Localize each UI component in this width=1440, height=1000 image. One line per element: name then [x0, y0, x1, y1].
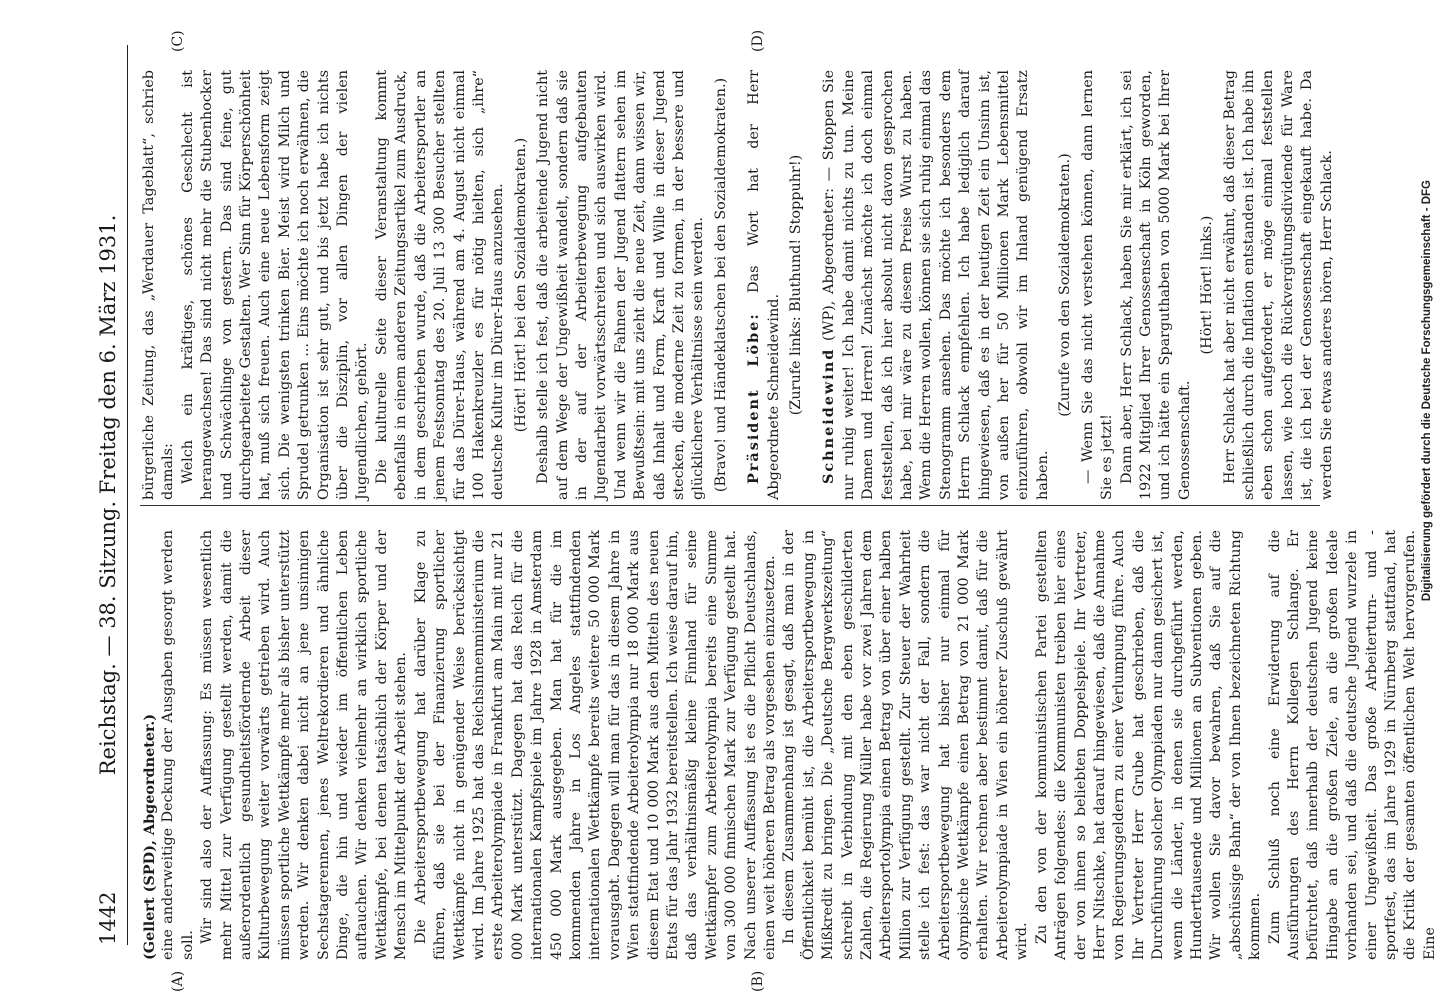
- speaker-paragraph: [744, 70, 784, 500]
- interjection: (Zurufe von den Sozialdemokraten.): [1057, 153, 1074, 417]
- paragraph: Zu den von der kommunistischen Partei gestellten Anträgen folgendes: die Kommunisten treiben hier eines der von ihnen so beliebten Doppelspiele. Ihr Vertreter, Herr Nitschke, hat darauf hingewiesen, daß die Annahme von Regierungsgeldern zu einer Verlumpung führe. Auch Ihr Vertreter Herr Grube hat geschrieben, daß die Durchführung solcher Olympiaden nur dann gesichert ist, wenn die Länder, in denen sie durchgeführt werden, Hunderttausende und Millionen an Subventionen geben. Wir wollen Sie davor bewahren, daß Sie auf die „abschüssige Bahn“ der von Ihnen bezeichneten Richtung kommen.: [1033, 530, 1264, 960]
- quotation: Welch ein kräftiges, schönes Geschlecht ist herangewachsen! Das sind nicht mehr die Stubenhocker und Schwächlinge von gestern. Das sind feine, gut durchgearbeitete Gestalten. Wer Sinn für Körperschönheit hat, muß sich freuen. Auch eine neue Lebensform zeigt sich. Die wenigsten trinken Bier. Meist wird Milch und Sprudel getrunken ... Eins möchte ich noch erwähnen, die Organisation ist sehr gut, und bis jetzt habe ich nichts über die Disziplin, vor allen Dingen der vielen Jugendlichen, gehört.: [179, 70, 371, 500]
- right-column: [140, 69, 1335, 500]
- paragraph: — Wenn Sie das nicht verstehen können, dann lernen Sie es jetzt!: [1079, 70, 1116, 500]
- margin-mark-d: (D): [750, 29, 766, 52]
- speaker-name: Schneidewind: [820, 347, 838, 484]
- interjection: (Zurufe links: Bluthund! Stoppuhr!): [788, 154, 804, 416]
- interjection: (Hört! Hört! bei den Sozialdemokraten.): [512, 137, 529, 433]
- column-rule: [140, 505, 1320, 506]
- page-number: 1442: [96, 891, 120, 945]
- speaker-paragraph: [819, 70, 1053, 500]
- credit-text: Digitalisierung gefördert durch die Deutsche Forschungsgemeinschaft - DFG: [1421, 180, 1433, 602]
- speaker-name: Präsident Löbe:: [745, 312, 763, 484]
- paragraph: Wir sind also der Auffassung: Es müssen wesentlich mehr Mittel zur Verfügung gestellt werden, damit die außerordentlich gesundheitsfördernde Arbeit dieser Kulturbewegung weiter vorwärts getrieben wird. Auch müssen sportliche Wettkämpfe mehr als bisher unterstützt werden. Wir denken dabei nicht an jene unsinnigen Sechstagerennen, jenes Weltrekordieren und ähnliche Dinge, die hin und wieder im öffentlichen Leben auftauchen. Wir denken vielmehr an wirklich sportliche Wettkämpfe, bei denen tatsächlich der Körper und der Mensch im Mittelpunkt der Arbeit stehen.: [199, 530, 410, 960]
- page-header: [88, 45, 128, 945]
- speaker-heading: (Gellert (SPD), Abgeordneter.): [141, 713, 158, 960]
- page-title: Reichstag. — 38. Sitzung. Freitag den 6. März 1931.: [96, 214, 120, 776]
- paragraph: Dann aber, Herr Schlack, haben Sie mir erklärt, ich sei 1922 Mitglied Ihrer Genossenschaft in Köln geworden, und ich hätte ein Sparguthaben von 5000 Mark bei Ihrer Genossenschaft.: [1118, 70, 1193, 500]
- paragraph: Herr Schlack hat aber nicht erwähnt, daß dieser Betrag schließlich durch die Inflation entstanden ist. Ich habe ihn eben schon aufgefordert, er möge einmal feststellen lassen, wie hoch die Rückvergütungsdividende für Ware ist, die ich bei der Genossenschaft eingekauft habe. Da werden Sie etwas anderes hören, Herr Schlack.: [1221, 70, 1335, 500]
- margin-mark-a: (A): [170, 970, 186, 992]
- left-column: [140, 530, 1438, 960]
- paragraph: Die Arbeitersportbewegung hat darüber Klage zu führen, daß sie bei der Finanzierung sportlicher Wettkämpfe nicht in genügender Weise berücksichtigt wird. Im Jahre 1925 hat das Reichsinnenministerium die erste Arbeiterolympiade in Frankfurt am Main mit nur 21 000 Mark unterstützt. Dagegen hat das Reich für die internationalen Kampfspiele im Jahre 1928 in Amsterdam 450 000 Mark ausgegeben. Man hat für die im kommenden Jahre in Los Angeles stattfindenden internationalen Wettkämpfe bereits weitere 50 000 Mark vorausgabt. Dagegen will man für das in diesem Jahre in Wien stattfindende Arbeiterolympia nur 18 000 Mark aus diesem Etat und 10 000 Mark aus den Mitteln des neuen Etats für das Jahr 1932 bereitstellen. Ich weise darauf hin, daß das verhältnismäßig kleine Finnland für seine Wettkämpfer zum Arbeiterolympia bereits eine Summe von 300 000 finnischen Mark zur Verfügung gestellt hat. Nach unserer Auffassung ist es die Pflicht Deutschlands, einen weit höheren Betrag als vorgesehen einzusetzen.: [412, 530, 778, 960]
- interjection: (Hört! Hört! links.): [1199, 215, 1216, 355]
- speaker-text: Das Wort hat der Herr Abgeordnete Schneidewind.: [746, 70, 782, 500]
- speaker-text: (WP), Abgeordneter: — Stoppen Sie nur ruhig weiter! Ich habe damit nichts zu tun. Meine Damen und Herren! Zunächst möchte ich doch einmal feststellen, daß ich hier absolut nicht davon gesprochen habe, bei mir wäre zu diesem Preise Wurst zu haben. Wenn die Herren wollen, können sie sich ruhig einmal das Stenogramm ansehen. Das möchte ich besonders dem Herrn Schlack empfehlen. Ich habe lediglich darauf hingewiesen, daß es in der heutigen Zeit ein Unsinn ist, von außen her für 50 Millionen Mark Lebensmittel einzuführen, obwohl wir im Inland genügend Ersatz haben.: [821, 69, 1051, 500]
- digitization-credit: [1385, 0, 1435, 1000]
- paragraph: bürgerliche Zeitung, das „Werdauer Tageblatt“, schrieb damals:: [141, 70, 177, 500]
- paragraph: eine anderweitige Deckung der Ausgaben gesorgt werden soll.: [160, 530, 196, 960]
- paragraph: In diesem Zusammenhang ist gesagt, daß man in der Öffentlichkeit bemüht ist, die Arbeitersportbewegung in Mißkredit zu bringen. Die „Deutsche Bergwerkszeitung“ schreibt in Verbindung mit den eben geschilderten Zahlen, die Regierung Müller habe vor zwei Jahren dem Arbeitersportolympia einen Betrag von über einer halben Million zur Verfügung gestellt. Zur Steuer der Wahrheit stelle ich fest: das war nicht der Fall, sondern die Arbeitersportbewegung hat bisher nur einmal für olympische Wettkämpfe einen Betrag von 21 000 Mark erhalten. Wir rechnen aber bestimmt damit, daß für die Arbeiterolympiade in Wien ein höherer Zuschuß gewährt wird.: [781, 530, 1031, 960]
- margin-mark-c: (C): [170, 30, 186, 52]
- paragraph: Die kulturelle Seite dieser Veranstaltung kommt ebenfalls in einem anderen Zeitungsartikel zum Ausdruck, in dem geschrieben wurde, daß die Arbeitersportler an jenem Festsonntag des 20. Juli 13 300 Besucher stellten für das Dürer-Haus, während am 4. August nicht einmal 100 Hakenkreuzler es für nötig hielten, sich „ihre“ deutsche Kultur im Dürer-Haus anzusehen.: [373, 70, 507, 500]
- paragraph: Zum Schluß noch eine Erwiderung auf die Ausführungen des Herrn Kollegen Schlange. Er befürchtet, daß innerhalb der deutschen Jugend keine Hingabe an die großen Ziele, an die großen Ideale vorhanden sei, und daß die deutsche Jugend wurzele in einer Ungewißheit. Das große Arbeiterturn- und -sportfest, das im Jahre 1929 in Nürnberg stattfand, hat die Kritik der gesamten öffentlichen Welt hervorgerufen. Eine: [1266, 530, 1438, 960]
- margin-mark-b: (B): [750, 970, 766, 992]
- paragraph: Deshalb stelle ich fest, daß die arbeitende Jugend nicht auf dem Wege der Ungewißheit wandelt, sondern daß sie in der auf der Arbeiterbewegung aufgebauten Jugendarbeit vorwärtsschreiten und sich auswirken wird. Und wenn wir die Fahnen der Jugend flattern sehen im Bewußtsein: mit uns zieht die neue Zeit, dann wissen wir, daß Inhalt und Form, Kraft und Wille in dieser Jugend stecken, die moderne Zeit zu formen, in der bessere und glücklichere Verhältnisse sein werden.: [535, 70, 707, 500]
- interjection: (Bravo! und Händeklatschen bei den Sozialdemokraten.): [712, 77, 729, 493]
